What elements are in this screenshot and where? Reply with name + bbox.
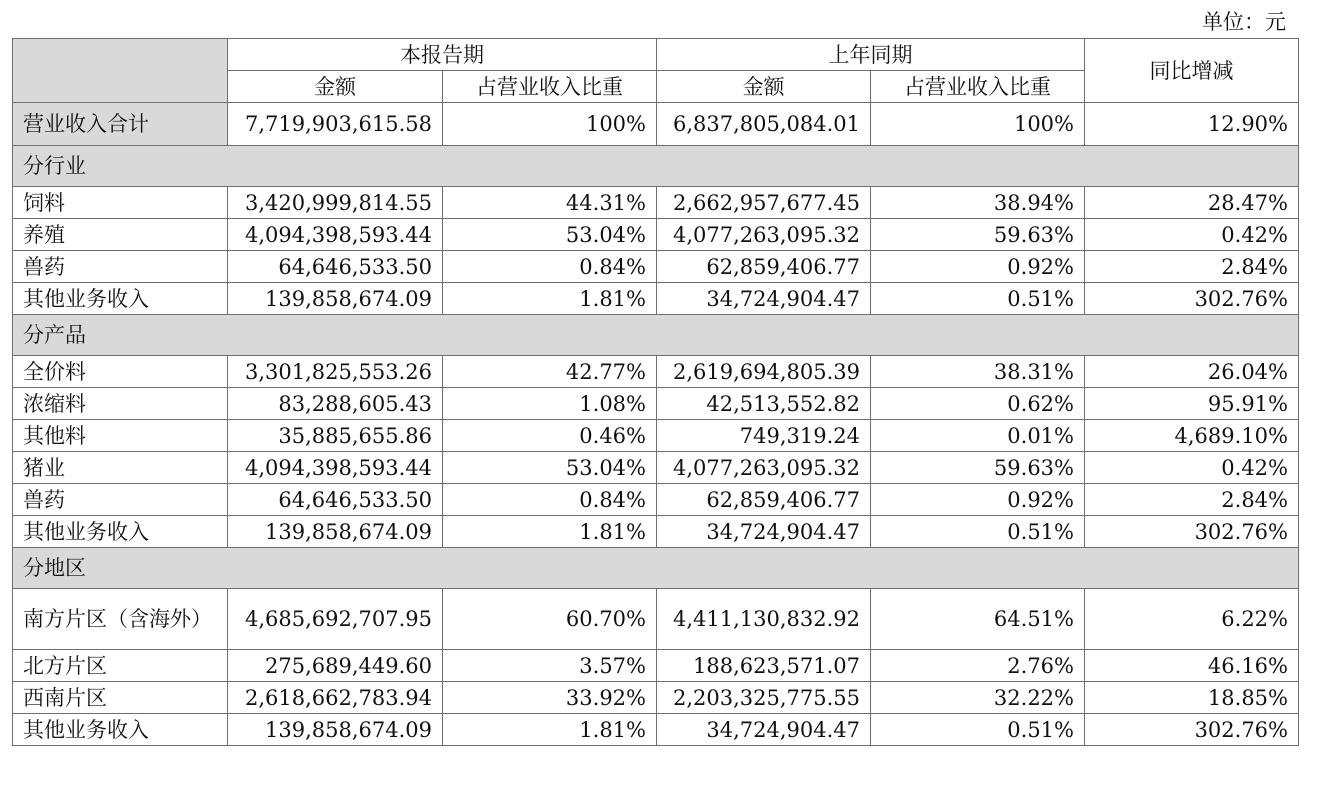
table-row <box>13 650 1299 682</box>
yoy-cell: 95.91% <box>1085 388 1299 420</box>
prior-amount-cell: 2,203,325,775.55 <box>657 682 871 714</box>
total-row <box>13 103 1299 146</box>
yoy-cell: 4,689.10% <box>1085 420 1299 452</box>
table-row <box>13 388 1299 420</box>
table-row <box>13 682 1299 714</box>
section-row <box>13 146 1299 187</box>
current-share-cell: 0.84% <box>443 484 657 516</box>
header-prior-amount: 金额 <box>657 71 871 103</box>
header-corner <box>13 39 228 103</box>
row-label: 其他业务收入 <box>13 516 228 548</box>
table-row <box>13 283 1299 315</box>
table-row <box>13 452 1299 484</box>
prior-amount-cell: 4,411,130,832.92 <box>657 589 871 650</box>
row-label: 全价料 <box>13 356 228 388</box>
row-label: 其他业务收入 <box>13 714 228 746</box>
prior-share-cell: 2.76% <box>871 650 1085 682</box>
prior-amount-cell: 34,724,904.47 <box>657 283 871 315</box>
yoy-cell: 302.76% <box>1085 516 1299 548</box>
current-share-cell: 1.81% <box>443 714 657 746</box>
row-label: 兽药 <box>13 251 228 283</box>
table-row <box>13 589 1299 650</box>
current-share-cell: 42.77% <box>443 356 657 388</box>
current-amount-cell: 4,685,692,707.95 <box>228 589 443 650</box>
yoy-cell: 2.84% <box>1085 484 1299 516</box>
section-row <box>13 315 1299 356</box>
prior-amount-cell: 4,077,263,095.32 <box>657 452 871 484</box>
current-share-cell: 0.84% <box>443 251 657 283</box>
table-row <box>13 251 1299 283</box>
current-share-cell: 33.92% <box>443 682 657 714</box>
current-share-cell: 1.81% <box>443 516 657 548</box>
header-prior-share: 占营业收入比重 <box>871 71 1085 103</box>
current-amount-cell: 7,719,903,615.58 <box>228 103 443 146</box>
prior-amount-cell: 62,859,406.77 <box>657 251 871 283</box>
current-amount-cell: 3,420,999,814.55 <box>228 187 443 219</box>
row-label: 饲料 <box>13 187 228 219</box>
section-title: 分地区 <box>13 548 1299 589</box>
row-label: 营业收入合计 <box>13 103 228 146</box>
prior-share-cell: 59.63% <box>871 219 1085 251</box>
current-amount-cell: 3,301,825,553.26 <box>228 356 443 388</box>
prior-amount-cell: 4,077,263,095.32 <box>657 219 871 251</box>
yoy-cell: 0.42% <box>1085 452 1299 484</box>
current-amount-cell: 83,288,605.43 <box>228 388 443 420</box>
table-row <box>13 219 1299 251</box>
section-row <box>13 548 1299 589</box>
current-amount-cell: 64,646,533.50 <box>228 484 443 516</box>
table-row <box>13 187 1299 219</box>
row-label: 北方片区 <box>13 650 228 682</box>
row-label: 猪业 <box>13 452 228 484</box>
yoy-cell: 28.47% <box>1085 187 1299 219</box>
yoy-cell: 6.22% <box>1085 589 1299 650</box>
table-row <box>13 516 1299 548</box>
header-current-period: 本报告期 <box>228 39 657 71</box>
prior-amount-cell: 749,319.24 <box>657 420 871 452</box>
prior-amount-cell: 42,513,552.82 <box>657 388 871 420</box>
row-label: 其他料 <box>13 420 228 452</box>
row-label: 其他业务收入 <box>13 283 228 315</box>
section-title: 分产品 <box>13 315 1299 356</box>
current-share-cell: 3.57% <box>443 650 657 682</box>
prior-amount-cell: 34,724,904.47 <box>657 714 871 746</box>
yoy-cell: 46.16% <box>1085 650 1299 682</box>
table-row <box>13 356 1299 388</box>
yoy-cell: 302.76% <box>1085 283 1299 315</box>
header-yoy: 同比增减 <box>1085 39 1299 103</box>
revenue-table <box>12 38 1299 746</box>
prior-amount-cell: 6,837,805,084.01 <box>657 103 871 146</box>
header-current-amount: 金额 <box>228 71 443 103</box>
prior-amount-cell: 2,619,694,805.39 <box>657 356 871 388</box>
current-amount-cell: 64,646,533.50 <box>228 251 443 283</box>
prior-share-cell: 0.51% <box>871 714 1085 746</box>
prior-share-cell: 64.51% <box>871 589 1085 650</box>
yoy-cell: 0.42% <box>1085 219 1299 251</box>
table-row <box>13 420 1299 452</box>
row-label: 养殖 <box>13 219 228 251</box>
current-amount-cell: 139,858,674.09 <box>228 283 443 315</box>
row-label: 西南片区 <box>13 682 228 714</box>
prior-share-cell: 0.92% <box>871 484 1085 516</box>
section-title: 分行业 <box>13 146 1299 187</box>
current-amount-cell: 139,858,674.09 <box>228 714 443 746</box>
prior-share-cell: 0.92% <box>871 251 1085 283</box>
prior-share-cell: 0.51% <box>871 516 1085 548</box>
table-row <box>13 714 1299 746</box>
current-share-cell: 60.70% <box>443 589 657 650</box>
yoy-cell: 2.84% <box>1085 251 1299 283</box>
prior-amount-cell: 2,662,957,677.45 <box>657 187 871 219</box>
row-label: 南方片区（含海外） <box>13 589 228 650</box>
header-current-share: 占营业收入比重 <box>443 71 657 103</box>
prior-share-cell: 38.94% <box>871 187 1085 219</box>
prior-share-cell: 32.22% <box>871 682 1085 714</box>
header-prior-period: 上年同期 <box>657 39 1085 71</box>
yoy-cell: 18.85% <box>1085 682 1299 714</box>
current-amount-cell: 35,885,655.86 <box>228 420 443 452</box>
yoy-cell: 302.76% <box>1085 714 1299 746</box>
prior-share-cell: 38.31% <box>871 356 1085 388</box>
prior-amount-cell: 62,859,406.77 <box>657 484 871 516</box>
current-share-cell: 1.08% <box>443 388 657 420</box>
prior-share-cell: 100% <box>871 103 1085 146</box>
current-share-cell: 44.31% <box>443 187 657 219</box>
prior-amount-cell: 188,623,571.07 <box>657 650 871 682</box>
current-share-cell: 1.81% <box>443 283 657 315</box>
row-label: 浓缩料 <box>13 388 228 420</box>
current-amount-cell: 139,858,674.09 <box>228 516 443 548</box>
prior-share-cell: 0.01% <box>871 420 1085 452</box>
prior-share-cell: 0.62% <box>871 388 1085 420</box>
current-amount-cell: 4,094,398,593.44 <box>228 452 443 484</box>
current-share-cell: 100% <box>443 103 657 146</box>
prior-share-cell: 59.63% <box>871 452 1085 484</box>
current-share-cell: 53.04% <box>443 219 657 251</box>
table-row <box>13 484 1299 516</box>
current-share-cell: 0.46% <box>443 420 657 452</box>
prior-share-cell: 0.51% <box>871 283 1085 315</box>
unit-label: 单位：元 <box>1202 10 1286 34</box>
current-share-cell: 53.04% <box>443 452 657 484</box>
yoy-cell: 26.04% <box>1085 356 1299 388</box>
current-amount-cell: 4,094,398,593.44 <box>228 219 443 251</box>
current-amount-cell: 275,689,449.60 <box>228 650 443 682</box>
prior-amount-cell: 34,724,904.47 <box>657 516 871 548</box>
current-amount-cell: 2,618,662,783.94 <box>228 682 443 714</box>
header-row-1 <box>13 39 1299 71</box>
row-label: 兽药 <box>13 484 228 516</box>
yoy-cell: 12.90% <box>1085 103 1299 146</box>
